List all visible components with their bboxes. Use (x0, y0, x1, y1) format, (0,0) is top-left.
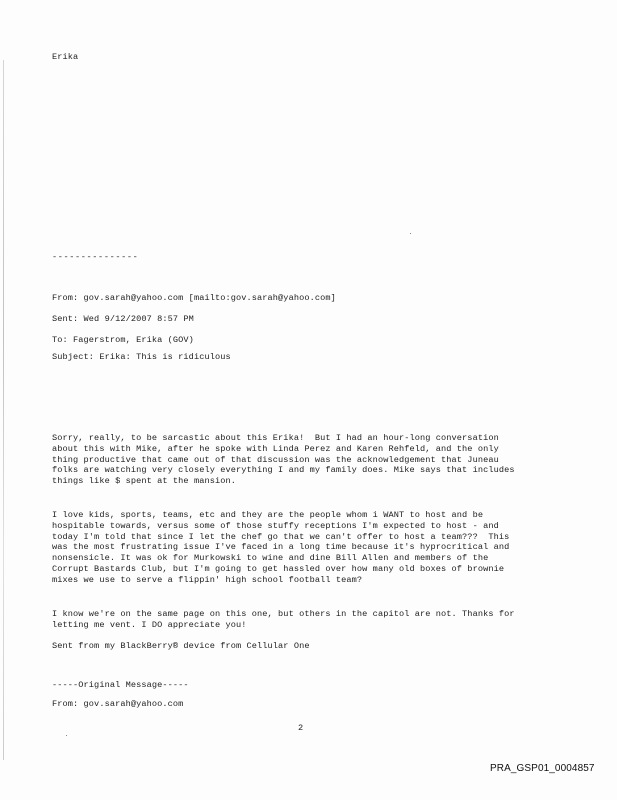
text-line: hospitable towards, versus some of those stuffy receptions I'm expected to host - and (52, 520, 499, 531)
original-message-label: -----Original Message----- (52, 680, 189, 690)
email-to-header: To: Fagerstrom, Erika (GOV) (52, 335, 194, 345)
email-sent-header: Sent: Wed 9/12/2007 8:57 PM (52, 314, 194, 324)
body-paragraph-1 (52, 433, 592, 487)
scan-edge-mark (3, 60, 4, 760)
scan-speck (410, 233, 411, 234)
text-line: letting me vent. I DO appreciate you! (52, 619, 247, 630)
greeting: Erika (52, 52, 79, 62)
bates-number: PRA_GSP01_0004857 (490, 763, 595, 774)
email-from-header: From: gov.sarah@yahoo.com [mailto:gov.sarah@yahoo.com] (52, 293, 336, 303)
text-line: I love kids, sports, teams, etc and they are the people whom i WANT to host and be (52, 510, 484, 520)
text-line: was the most frustrating issue I've faced in a long time because it's hyprocritical and (52, 542, 510, 553)
text-line: thing productive that came out of that discussion was the acknowledgement that Juneau (52, 454, 499, 465)
divider-line: --------------- (52, 252, 139, 262)
text-line: mixes we use to serve a flippin' high school football team? (52, 574, 363, 585)
signature-line: Sent from my BlackBerry® device from Cellular One (52, 641, 310, 651)
body-paragraph-2 (52, 510, 592, 586)
text-line: nonsensicle. It was ok for Murkowski to wine and dine Bill Allen and members of the (52, 553, 489, 564)
original-message-from: From: gov.sarah@yahoo.com (52, 699, 184, 709)
text-line: folks are watching very closely everything I and my family does. Mike says that includes (52, 465, 515, 476)
scan-speck (66, 735, 67, 736)
body-paragraph-3 (52, 609, 592, 631)
email-subject-header: Subject: Erika: This is ridiculous (52, 352, 231, 362)
text-line: Corrupt Bastards Club, but I'm going to get hassled over how many old boxes of brownie (52, 563, 505, 574)
page-number: 2 (298, 723, 304, 733)
text-line: I know we're on the same page on this one, but others in the capitol are not. Thanks for (52, 609, 515, 619)
text-line: today I'm told that since I let the chef go that we can't offer to host a team??? This (52, 531, 510, 542)
text-line: about this with Mike, after he spoke with Linda Perez and Karen Rehfeld, and the only (52, 443, 499, 454)
text-line: things like $ spent at the mansion. (52, 476, 236, 487)
text-line: Sorry, really, to be sarcastic about this Erika! But I had an hour-long conversation (52, 433, 499, 443)
